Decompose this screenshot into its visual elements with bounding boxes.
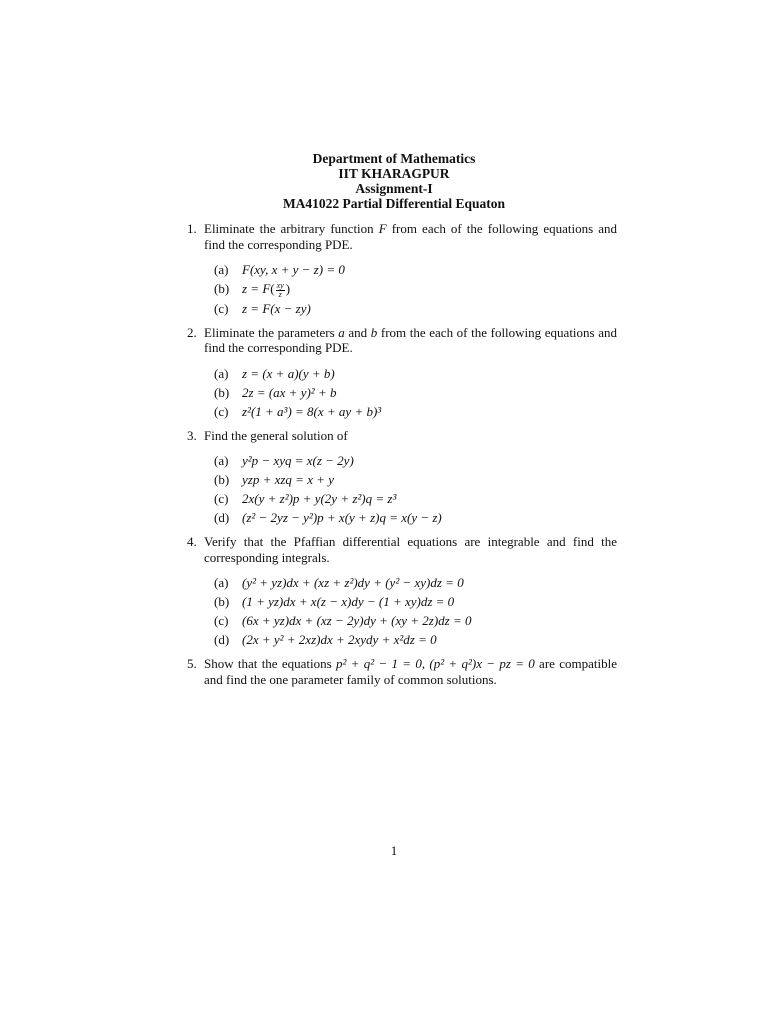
fraction-numerator: xy [276,280,284,290]
subproblem-list [204,260,617,318]
open-paren: ( [270,281,275,296]
problem-3 [187,428,617,528]
subproblem-a [214,260,617,279]
subproblem-label: (b) [214,472,230,488]
subproblem-label: (a) [214,365,229,381]
subproblem-label: (c) [214,491,229,507]
assignment-title: Assignment-I [355,181,433,196]
math-expression: (p² + q²)x − pz = 0 [429,656,535,672]
statement-text: are compatible and find the one parameter family of common solutions. [204,656,617,687]
math-expression: (1 + yz)dx + x(z − x)dy − (1 + xy)dz = 0 [242,594,455,610]
fraction [276,282,285,299]
math-variable: b [370,324,378,340]
problem-statement: Verify that the Pfaffian differential equations are integrable and find the corresponding integrals. [204,534,617,565]
subproblem-c [214,402,617,421]
statement-text: Eliminate the arbitrary function [204,221,379,236]
statement-text: , [421,656,430,672]
problem-statement: Find the general solution of [204,427,348,443]
document-header [0,151,768,211]
problem-number: 1. [187,221,197,236]
problem-list [187,221,617,694]
page-number: 1 [390,843,398,858]
problem-number: 5. [187,656,197,672]
problem-number: 2. [187,324,197,340]
subproblem-list [204,451,617,527]
subproblem-label: (d) [214,632,230,648]
subproblem-b [214,383,617,402]
subproblem-a [214,451,617,470]
math-expression: z²(1 + a³) = 8(x + ay + b)³ [242,403,382,419]
subproblem-label: (c) [214,300,229,316]
math-expression: F(xy, x + y − z) = 0 [242,262,345,277]
subproblem-label: (c) [214,613,229,629]
subproblem-label: (a) [214,262,229,277]
problem-5 [187,656,617,687]
subproblem-label: (c) [214,403,229,419]
problem-4 [187,534,617,649]
course-title: MA41022 Partial Differential Equaton [282,196,506,211]
subproblem-label: (b) [214,594,230,610]
problem-statement [204,325,617,356]
subproblem-d [214,508,617,527]
subproblem-b [214,279,617,299]
math-expression: (6x + yz)dx + (xz − 2y)dy + (xy + 2z)dz = 0 [242,613,472,629]
subproblem-d [214,630,617,649]
statement-text: and [344,324,371,340]
close-paren: ) [285,281,291,296]
math-expression: 2x(y + z²)p + y(2y + z²)q = z³ [242,491,397,507]
problem-statement [204,221,617,252]
statement-text: from the each of the following equations and find the corresponding PDE. [204,324,617,356]
subproblem-a [214,364,617,383]
subproblem-b [214,592,617,611]
subproblem-label: (d) [214,510,230,526]
subproblem-c [214,611,617,630]
math-expression: (2x + y² + 2xz)dx + 2xydy + x²dz = 0 [242,632,437,648]
problem-number: 4. [187,534,197,550]
math-expression: p² + q² − 1 = 0 [335,656,422,672]
expression-prefix: z = F [242,281,271,296]
problem-2 [187,325,617,421]
math-expression: 2z = (ax + y)² + b [242,384,337,400]
statement-text: from each of the following equations and find the corresponding PDE. [204,221,617,252]
math-expression: (y² + yz)dx + (xz + z²)dy + (y² − xy)dz = 0 [242,575,464,591]
subproblem-label: (a) [214,453,229,469]
math-expression: yzp + xzq = x + y [242,472,335,488]
subproblem-c [214,489,617,508]
problem-1 [187,221,617,318]
subproblem-list [204,573,617,649]
math-expression: y²p − xyq = x(z − 2y) [242,453,354,469]
math-variable: F [378,221,387,236]
subproblem-a [214,573,617,592]
statement-text: Show that the equations [204,656,336,672]
math-expression: z = F(x − zy) [242,300,311,316]
subproblem-c [214,299,617,318]
subproblem-label: (b) [214,384,230,400]
math-expression: z = (x + a)(y + b) [242,365,335,381]
subproblem-label: (a) [214,575,229,591]
fraction-denominator: z [278,289,282,299]
math-variable: a [338,324,345,340]
math-expression: (z² − 2yz − y²)p + x(y + z)q = x(y − z) [242,510,442,526]
subproblem-label: (b) [214,281,230,296]
subproblem-list [204,364,617,421]
subproblem-b [214,470,617,489]
problem-number: 3. [187,427,197,443]
math-expression [242,279,290,299]
statement-text: Eliminate the parameters [204,324,339,340]
department-title: Department of Mathematics [312,151,476,166]
institute-title: IIT KHARAGPUR [338,166,450,181]
problem-statement [204,656,617,687]
